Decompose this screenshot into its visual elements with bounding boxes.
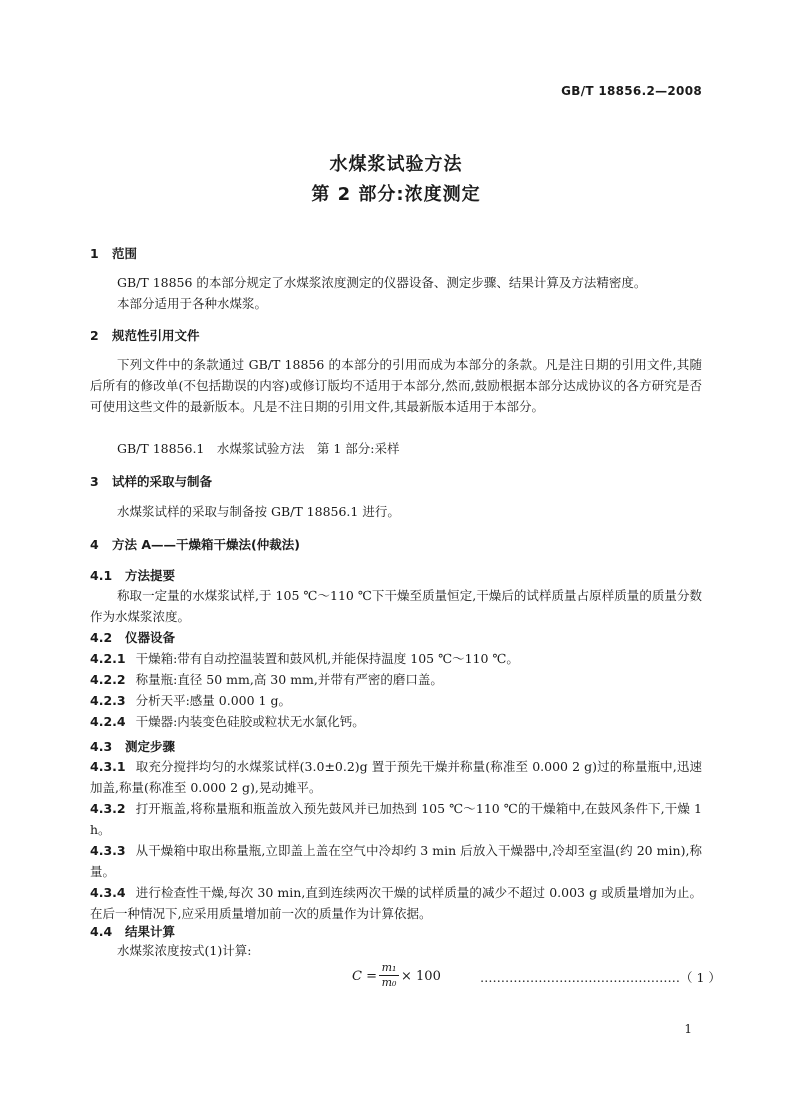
equation-number: …………………………………………（ 1 ）	[480, 970, 721, 985]
section-4-4-heading	[90, 922, 175, 940]
section-title: 结果计算	[125, 924, 176, 939]
clause-text: 从干燥箱中取出称量瓶,立即盖上盖在空气中冷却约 3 min 后放入干燥器中,冷却至室温(约 20 min),称量。	[90, 843, 702, 879]
standard-number: GB/T 18856.2—2008	[561, 84, 702, 98]
section-number: 1	[90, 246, 99, 261]
clause-4-3-2	[90, 798, 702, 840]
section-4-1-text: 称取一定量的水煤浆试样,于 105 ℃～110 ℃下干燥至质量恒定,干燥后的试样质量占原样质量的质量分数作为水煤浆浓度。	[90, 588, 702, 624]
doc-subtitle: 第 2 部分:浓度测定	[311, 184, 481, 205]
formula-denominator: m₀	[381, 976, 397, 989]
section-4-3-heading	[90, 737, 175, 755]
section-number: 4.4	[90, 924, 113, 939]
clause-number: 4.2.1	[90, 651, 126, 666]
clause-4-2-1	[90, 648, 702, 669]
clause-4-2-3	[90, 690, 702, 711]
section-4-2-heading	[90, 628, 175, 646]
doc-title: 水煤浆试验方法	[329, 154, 463, 175]
section-4-4-text: 水煤浆浓度按式(1)计算:	[117, 943, 252, 958]
formula-rhs: × 100	[401, 969, 441, 984]
page-number: 1	[684, 1022, 692, 1036]
section-title: 方法提要	[125, 568, 176, 583]
section-title: 仪器设备	[125, 630, 176, 645]
clause-text: 称量瓶:直径 50 mm,高 30 mm,并带有严密的磨口盖。	[135, 672, 443, 687]
section-2-para-2: GB/T 18856.1 水煤浆试验方法 第 1 部分:采样	[117, 441, 400, 456]
clause-4-3-3	[90, 840, 702, 882]
section-title: 测定步骤	[125, 739, 176, 754]
clause-text: 进行检查性干燥,每次 30 min,直到连续两次干燥的试样质量的减少不超过 0.003 g 或质量增加为止。在后一种情况下,应采用质量增加前一次的质量作为计算依据。	[90, 885, 702, 921]
clause-text: 打开瓶盖,将称量瓶和瓶盖放入预先鼓风并已加热到 105 ℃～110 ℃的干燥箱中,在鼓风条件下,干燥 1 h。	[90, 801, 702, 837]
section-3-para-1: 水煤浆试样的采取与制备按 GB/T 18856.1 进行。	[117, 504, 400, 519]
section-number: 4.2	[90, 630, 113, 645]
section-number: 4.1	[90, 568, 113, 583]
clause-text: 干燥器:内装变色硅胶或粒状无水氯化钙。	[135, 714, 365, 729]
section-1-heading	[90, 244, 137, 262]
clause-number: 4.2.3	[90, 693, 126, 708]
section-4-1-heading	[90, 566, 175, 584]
clause-number: 4.2.4	[90, 714, 126, 729]
formula-numerator: m₁	[379, 961, 399, 976]
section-3-heading	[90, 472, 212, 490]
section-2-para-1: 下列文件中的条款通过 GB/T 18856 的本部分的引用而成为本部分的条款。凡是注日期的引用文件,其随后所有的修改单(不包括勘误的内容)或修订版均不适用于本部分,然而,鼓励根据本部分达成协议的各方研究是否可使用这些文件的最新版本。凡是不注日期的引用文件,其最新版本适用于本部分。	[90, 357, 702, 414]
section-number: 4.3	[90, 739, 113, 754]
section-1-para-2: 本部分适用于各种水煤浆。	[117, 296, 268, 311]
clause-number: 4.3.2	[90, 801, 126, 816]
clause-text: 取充分搅拌均匀的水煤浆试样(3.0±0.2)g 置于预先干燥并称量(称准至 0.000 2 g)过的称量瓶中,迅速加盖,称量(称准至 0.000 2 g),晃动摊平。	[90, 759, 702, 795]
clause-text: 分析天平:感量 0.000 1 g。	[135, 693, 291, 708]
section-title: 范围	[112, 246, 138, 261]
clause-number: 4.3.3	[90, 843, 126, 858]
section-title: 方法 A——干燥箱干燥法(仲裁法)	[112, 537, 300, 552]
section-4-heading	[90, 535, 300, 553]
clause-4-3-4	[90, 882, 702, 924]
clause-4-3-1	[90, 756, 702, 798]
clause-4-2-2	[90, 669, 702, 690]
clause-4-2-4	[90, 711, 702, 732]
section-title: 试样的采取与制备	[112, 474, 213, 489]
section-number: 3	[90, 474, 99, 489]
section-number: 4	[90, 537, 99, 552]
clause-number: 4.3.4	[90, 885, 126, 900]
section-number: 2	[90, 328, 99, 343]
clause-text: 干燥箱:带有自动控温装置和鼓风机,并能保持温度 105 ℃～110 ℃。	[135, 651, 519, 666]
section-title: 规范性引用文件	[112, 328, 200, 343]
clause-number: 4.3.1	[90, 759, 126, 774]
formula-fraction	[379, 961, 399, 990]
clause-number: 4.2.2	[90, 672, 126, 687]
section-2-heading	[90, 326, 200, 344]
formula-lhs: C =	[352, 969, 377, 984]
section-1-para-1: GB/T 18856 的本部分规定了水煤浆浓度测定的仪器设备、测定步骤、结果计算及方法精密度。	[117, 275, 647, 290]
